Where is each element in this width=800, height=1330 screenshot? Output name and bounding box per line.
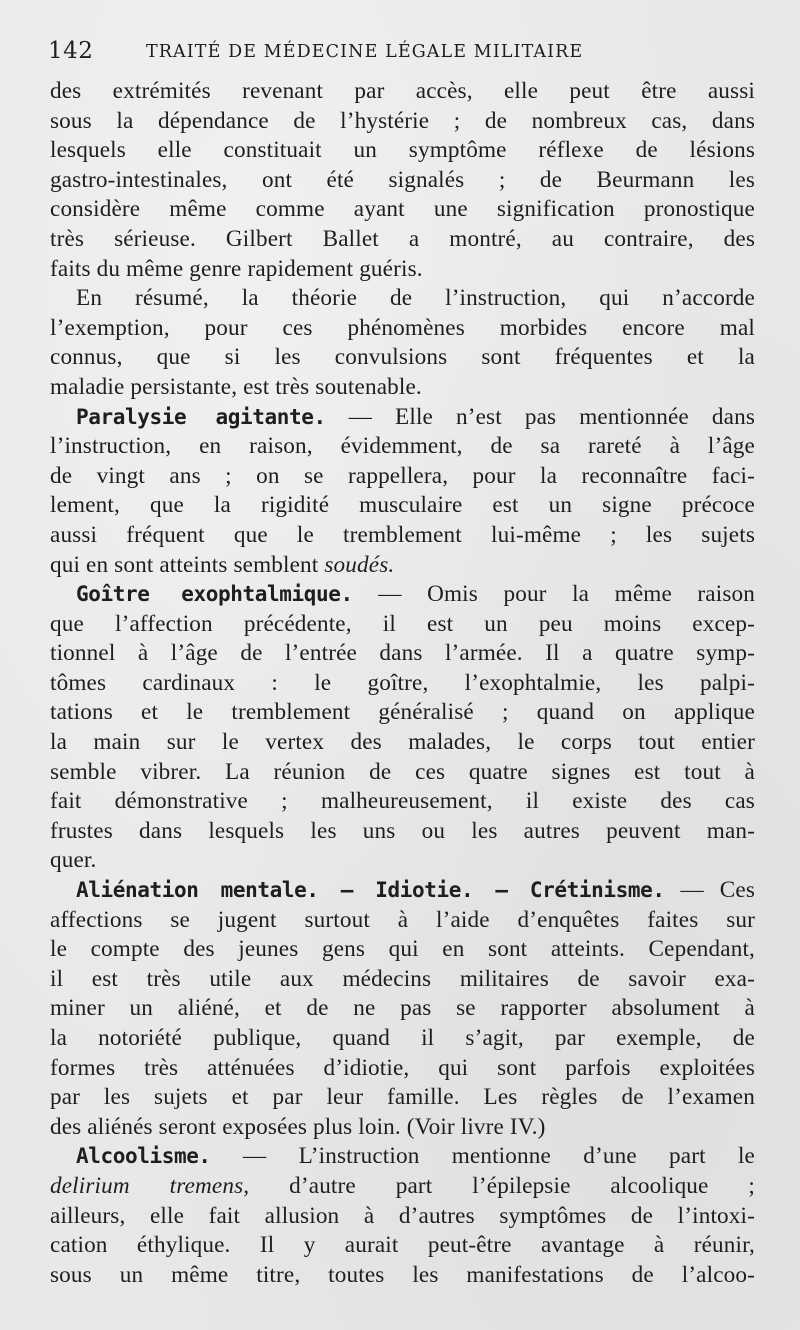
text-line (50, 994, 755, 1024)
text-line (50, 491, 755, 521)
line-text: fait démonstrative ; malheureusement, il existe des cas (50, 788, 755, 815)
line-text: le compte des jeunes gens qui en sont atteints. Cependant, (50, 936, 755, 963)
line-text: semble vibrer. La réunion de ces quatre signes est tout à (50, 758, 755, 785)
text-line (50, 846, 755, 876)
text-line (50, 580, 755, 610)
line-text: En résumé, la théorie de l’instruction, qui n’accorde (76, 285, 755, 312)
text-line (50, 639, 755, 669)
line-text: gastro-intestinales, ont été signalés ; de Beurmann les (50, 166, 755, 193)
text-line (50, 166, 755, 196)
text-line (50, 1083, 755, 1113)
text-line (50, 610, 755, 640)
line-text: cation éthylique. Il y aurait peut-être avantage à réunir, (50, 1232, 755, 1259)
text-line (50, 1024, 755, 1054)
text-line (50, 787, 755, 817)
line-text: de vingt ans ; on se rappellera, pour la reconnaître faci- (50, 462, 755, 489)
text-line (50, 314, 755, 344)
page-number: 142 (48, 38, 94, 64)
text-line (50, 1202, 755, 1232)
text-line (50, 1054, 755, 1084)
text-line (50, 965, 755, 995)
line-text: la main sur le vertex des malades, le corps tout entier (50, 729, 755, 756)
text-line (50, 698, 755, 728)
text-line (50, 521, 755, 551)
line-text: qui en sont atteints semblent (50, 551, 325, 578)
section-heading: Aliénation mentale. — Idiotie. — Crétinisme. (76, 878, 665, 903)
line-text: lesquels elle constituait un symptôme réflexe de lésions (50, 137, 755, 164)
text-line (50, 817, 755, 847)
text-line (50, 462, 755, 492)
line-text: tations et le tremblement généralisé ; quand on applique (50, 699, 755, 726)
text-line (50, 758, 755, 788)
line-text: maladie persistante, est très soutenable. (50, 373, 422, 400)
line-text: par les sujets et par leur famille. Les règles de l’examen (50, 1084, 755, 1111)
text-line (50, 136, 755, 166)
text-line (50, 403, 755, 433)
line-text: des aliénés seront exposées plus loin. (Voir livre IV.) (50, 1113, 546, 1140)
text-line (50, 1172, 755, 1202)
line-text: lement, que la rigidité musculaire est un signe précoce (50, 492, 755, 519)
line-text: sous la dépendance de l’hystérie ; de nombreux cas, dans (50, 107, 755, 134)
line-text: frustes dans lesquels les uns ou les autres peuvent man- (50, 817, 755, 844)
section-heading: Paralysie agitante. (76, 404, 326, 429)
line-text: formes très atténuées d’idiotie, qui sont parfois exploitées (50, 1054, 755, 1081)
line-text: miner un aliéné, et de ne pas se rapporter absolument à (50, 995, 755, 1022)
section-heading: Goître exophtalmique. (76, 582, 353, 607)
line-text: aussi fréquent que le tremblement lui-même ; les sujets (50, 521, 755, 548)
line-text: l’exemption, pour ces phénomènes morbides encore mal (50, 314, 755, 341)
text-line (50, 343, 755, 373)
line-text: connus, que si les convulsions sont fréquentes et la (50, 344, 755, 371)
line-text: la notoriété publique, quand il s’agit, par exemple, de (50, 1025, 755, 1051)
text-line (50, 1231, 755, 1261)
line-text: que l’affection précédente, il est un peu moins excep- (50, 610, 755, 637)
line-text: considère même comme ayant une signification pronostique (50, 196, 755, 223)
text-line (50, 551, 755, 581)
italic-term: delirium tremens, (50, 1172, 250, 1199)
line-text: ailleurs, elle fait allusion à d’autres symptômes de l’intoxi- (50, 1202, 755, 1229)
text-line (50, 225, 755, 255)
text-line (50, 1261, 755, 1291)
italic-term: soudés. (324, 551, 395, 578)
line-text: tionnel à l’âge de l’entrée dans l’armée. Il a quatre symp- (50, 640, 755, 667)
line-text: des extrémités revenant par accès, elle peut être aussi (50, 78, 755, 104)
body-text (50, 77, 755, 1290)
line-text: il est très utile aux médecins militaires de savoir exa- (50, 965, 755, 992)
line-text: d’autre part l’épilepsie alcoolique ; (249, 1172, 755, 1199)
text-line (50, 195, 755, 225)
running-title: TRAITÉ DE MÉDECINE LÉGALE MILITAIRE (146, 42, 584, 62)
line-text: — Elle n’est pas mentionnée dans (325, 403, 755, 430)
line-text: — Ces (664, 877, 755, 904)
text-line (50, 876, 755, 906)
text-line (50, 373, 755, 403)
line-text: faits du même genre rapidement guéris. (50, 255, 423, 282)
line-text: tômes cardinaux : le goître, l’exophtalmie, les palpi- (50, 669, 755, 696)
text-line (50, 906, 755, 936)
page-header (48, 38, 768, 72)
text-line (50, 1142, 755, 1172)
section-heading: Alcoolisme. (76, 1144, 211, 1169)
line-text: très sérieuse. Gilbert Ballet a montré, au contraire, des (50, 225, 755, 252)
text-line (50, 77, 755, 107)
line-text: — L’instruction mentionne d’une part le (210, 1143, 755, 1170)
text-line (50, 935, 755, 965)
line-text: l’instruction, en raison, évidemment, de sa rareté à l’âge (50, 433, 755, 460)
text-line (50, 728, 755, 758)
line-text: quer. (50, 847, 97, 874)
text-line (50, 255, 755, 285)
text-line (50, 107, 755, 137)
line-text: affections se jugent surtout à l’aide d’enquêtes faites sur (50, 906, 755, 933)
text-line (50, 669, 755, 699)
text-line (50, 432, 755, 462)
line-text: sous un même titre, toutes les manifestations de l’alcoo- (50, 1261, 755, 1288)
line-text: — Omis pour la même raison (352, 581, 755, 608)
text-line (50, 1113, 755, 1143)
text-line (50, 284, 755, 314)
